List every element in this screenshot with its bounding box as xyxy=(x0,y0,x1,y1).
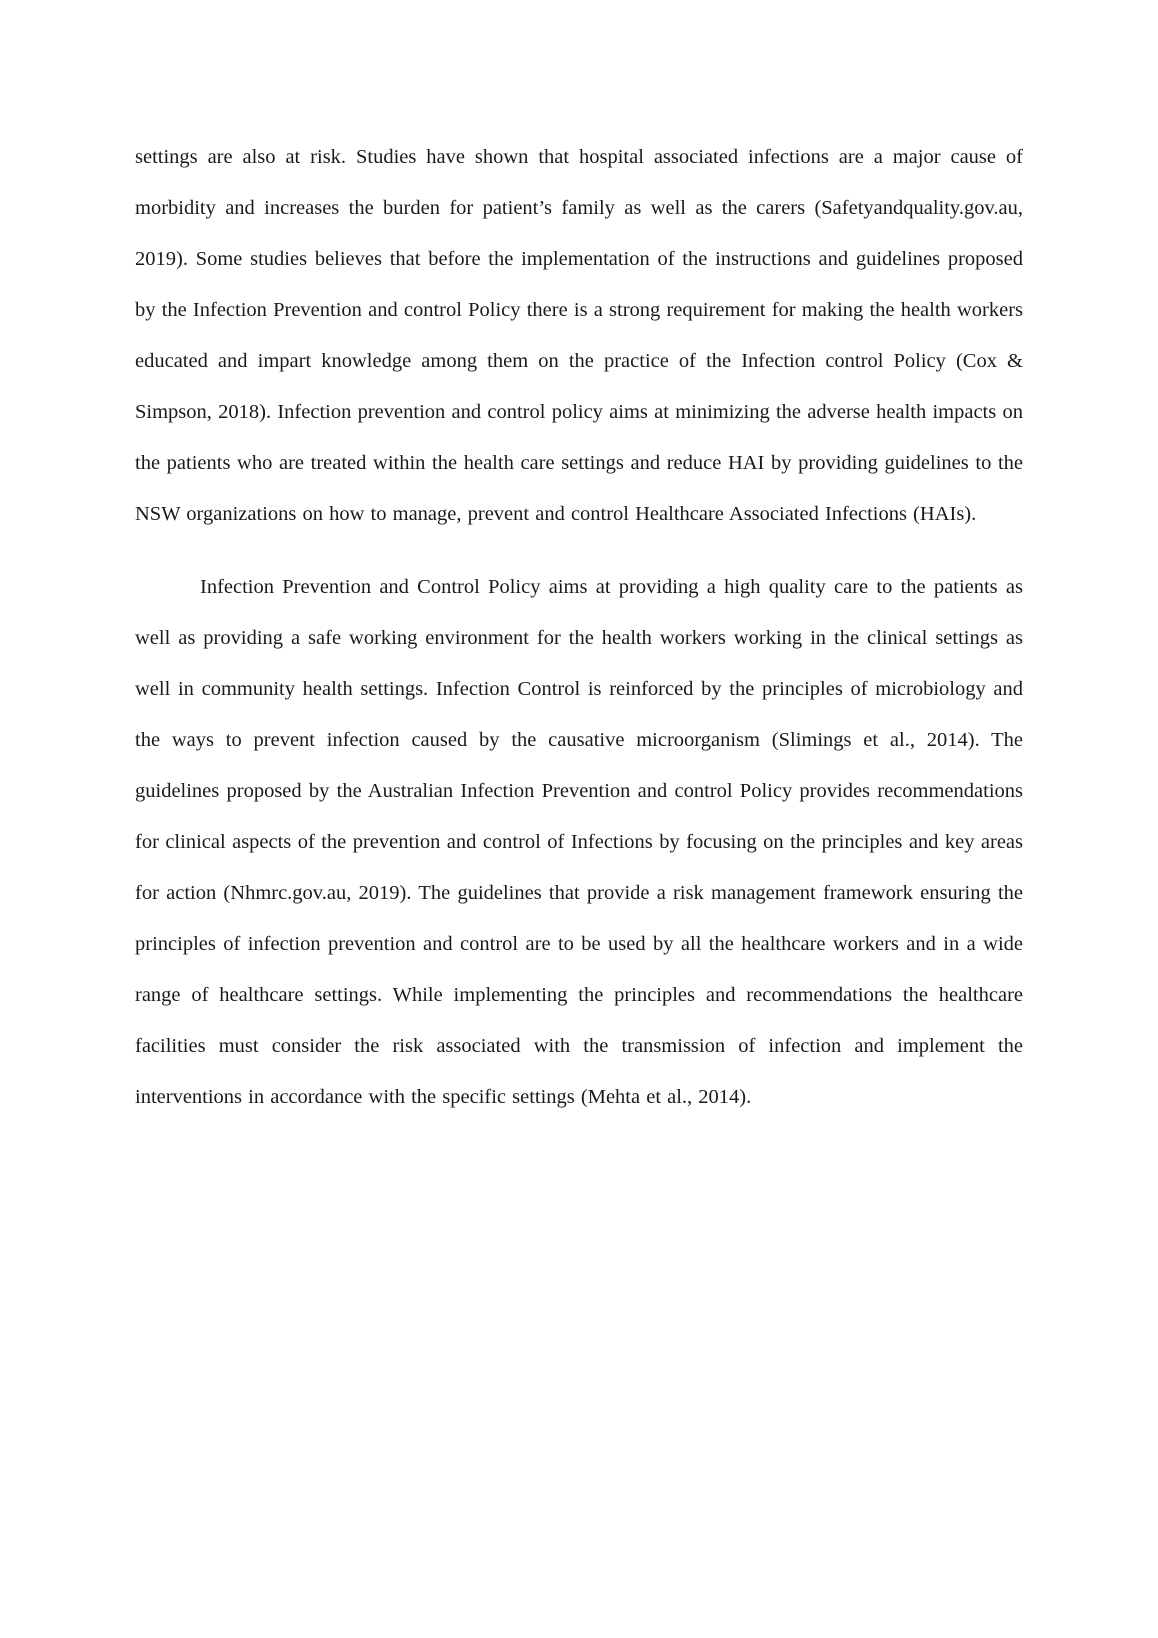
paragraph-hospital-infections: settings are also at risk. Studies have shown that hospital associated infections are a major cause of morbidity and increases the burden for patient’s family as well as the carers (Safetyandquality.gov.au, 2019). Some studies believes that before the implementation of the instructions and guidelines proposed by the Infection Prevention and control Policy there is a strong requirement for making the health workers educated and impart knowledge among them on the practice of the Infection control Policy (Cox & Simpson, 2018). Infection prevention and control policy aims at minimizing the adverse health impacts on the patients who are treated within the health care settings and reduce HAI by providing guidelines to the NSW organizations on how to manage, prevent and control Healthcare Associated Infections (HAIs). xyxy=(135,146,1023,525)
paragraph-policy-aims: Infection Prevention and Control Policy aims at providing a high quality care to the patients as well as providing a safe working environment for the health workers working in the clinical settings as well in community health settings. Infection Control is reinforced by the principles of microbiology and the ways to prevent infection caused by the causative microorganism (Slimings et al., 2014). The guidelines proposed by the Australian Infection Prevention and control Policy provides recommendations for clinical aspects of the prevention and control of Infections by focusing on the principles and key areas for action (Nhmrc.gov.au, 2019). The guidelines that provide a risk management framework ensuring the principles of infection prevention and control are to be used by all the healthcare workers and in a wide range of healthcare settings. While implementing the principles and recommendations the healthcare facilities must consider the risk associated with the transmission of infection and implement the interventions in accordance with the specific settings (Mehta et al., 2014). xyxy=(135,576,1023,1108)
